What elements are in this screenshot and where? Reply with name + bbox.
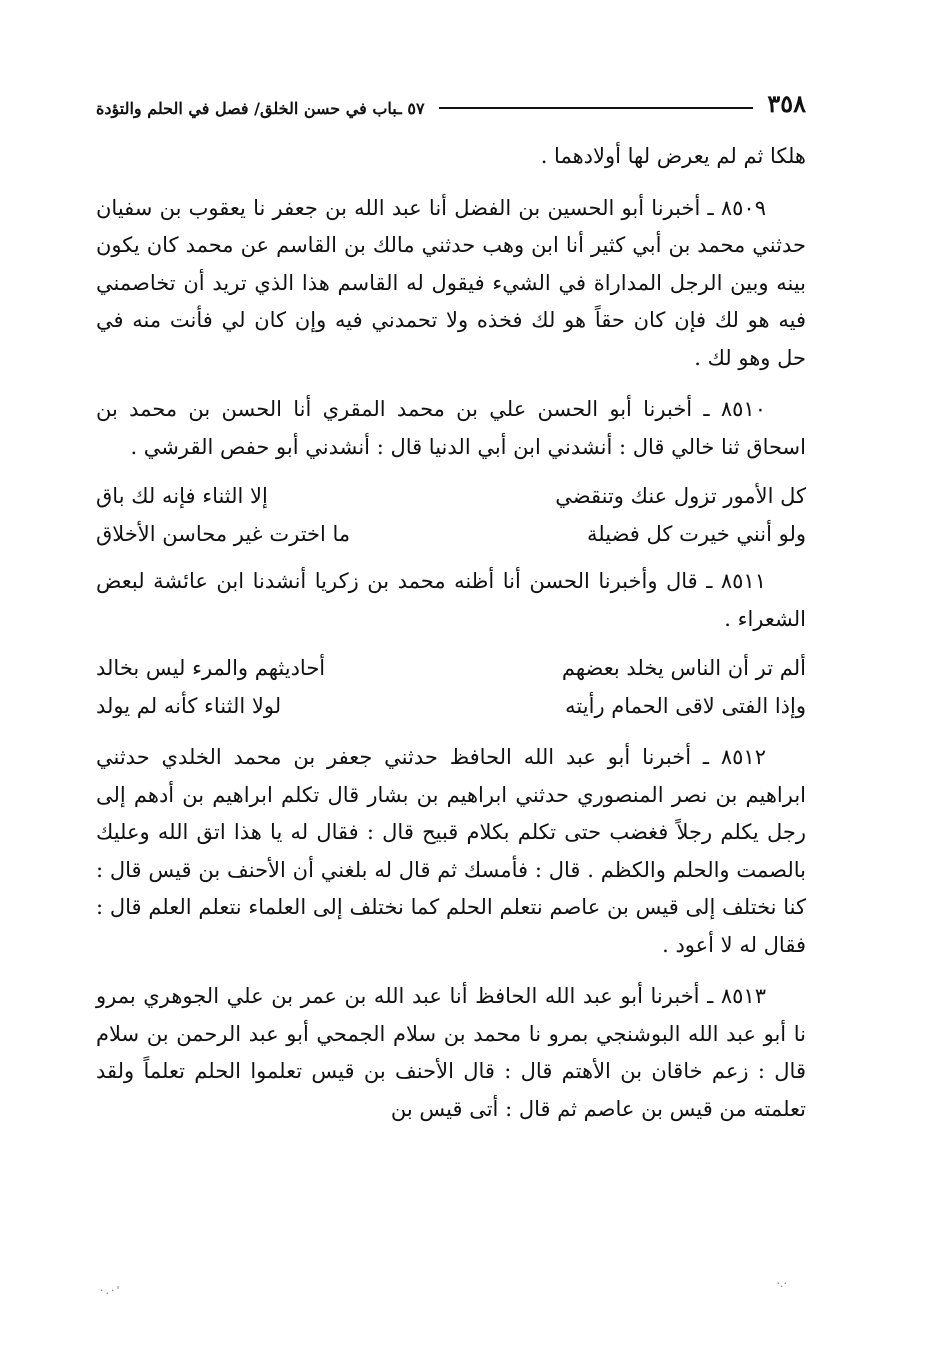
paragraph-continuation: هلكا ثم لم يعرض لها أولادهما . [540,144,806,168]
hadith-8512: ٨٥١٢ ـ أخبرنا أبو عبد الله الحافظ حدثني جعفر بن محمد الخلدي حدثني ابراهيم بن نصر المنصوري حدثني ابراهيم بن بشار قال تكلم ابراهيم بن أدهم إلى رجل يكلم رجلاً فغضب حتى تكلم بكلام قبيح قال : فقال له يا هذا اتق الله وعليك بالصمت والحلم والكظم . قال : فأمسك ثم قال له بلغني أن الأحنف بن قيس قال : كنا نختلف إلى قيس بن عاصم نتعلم الحلم كما نختلف إلى العلماء نتعلم العلم قال : فقال له لا أعود . [96,745,806,957]
poem-verse [96,688,806,726]
verse-first-hemistich: ولو أنني خيرت كل فضيلة [587,521,806,546]
verse-first-hemistich: ألم تر أن الناس يخلد بعضهم [561,656,806,680]
verse-first-hemistich: وإذا الفتى لاقى الحمام رأيته [565,693,806,718]
verse-second-hemistich: إلا الثناء فإنه لك باق [96,484,268,508]
scan-specks: ·.·' [100,1284,122,1297]
poem-2 [96,650,806,725]
page-header [96,84,806,118]
hadith-8509: ٨٥٠٩ ـ أخبرنا أبو الحسين بن الفضل أنا عبد الله بن جعفر نا يعقوب بن سفيان حدثني محمد بن أبي كثير أنا ابن وهب حدثني مالك بن القاسم عن محمد كان يكون بينه وبين الرجل المداراة في الشيء فيقول له القاسم هذا الذي تريد أن تخاصمني فيه هو لك فإن كان حقاً هو لك فخذه ولا تحمدني فيه وإن كان لي فأنت منه في حل وهو لك . [96,195,806,370]
running-title: ٥٧ ـباب في حسن الخلق/ فصل في الحلم والتؤدة [96,99,425,118]
poem-verse [96,650,806,688]
verse-first-hemistich: كل الأمور تزول عنك وتنقضي [555,484,806,508]
page-number: ٣٥٨ [767,89,806,118]
hadith-8511: ٨٥١١ ـ قال وأخبرنا الحسن أنا أظنه محمد بن زكريا أنشدنا ابن عائشة لبعض الشعراء . [96,569,806,631]
verse-second-hemistich: ما اخترت غير محاسن الأخلاق [96,521,351,546]
poem-1 [96,478,806,553]
header-rule [439,107,754,109]
verse-second-hemistich: لولا الثناء كأنه لم يولد [96,693,282,718]
scan-specks: ·.· [776,1277,787,1290]
hadith-8513: ٨٥١٣ ـ أخبرنا أبو عبد الله الحافظ أنا عبد الله بن عمر بن علي الجوهري بمرو نا أبو عبد الله البوشنجي بمرو نا محمد بن سلام الجمحي أبو عبد الرحمن بن سلام قال : زعم خاقان بن الأهتم قال : قال الأحنف بن قيس تعلموا الحلم تعلماً ولقد تعلمته من قيس بن عاصم ثم قال : أتى قيس بن [96,984,806,1121]
poem-verse [96,516,806,554]
poem-verse [96,478,806,516]
page-body [96,138,806,1128]
hadith-8510: ٨٥١٠ ـ أخبرنا أبو الحسن علي بن محمد المقري أنا الحسن بن محمد بن اسحاق ثنا خالي قال : أنشدني ابن أبي الدنيا قال : أنشدني أبو حفص القرشي . [96,397,806,459]
verse-second-hemistich: أحاديثهم والمرء ليس بخالد [96,656,326,680]
